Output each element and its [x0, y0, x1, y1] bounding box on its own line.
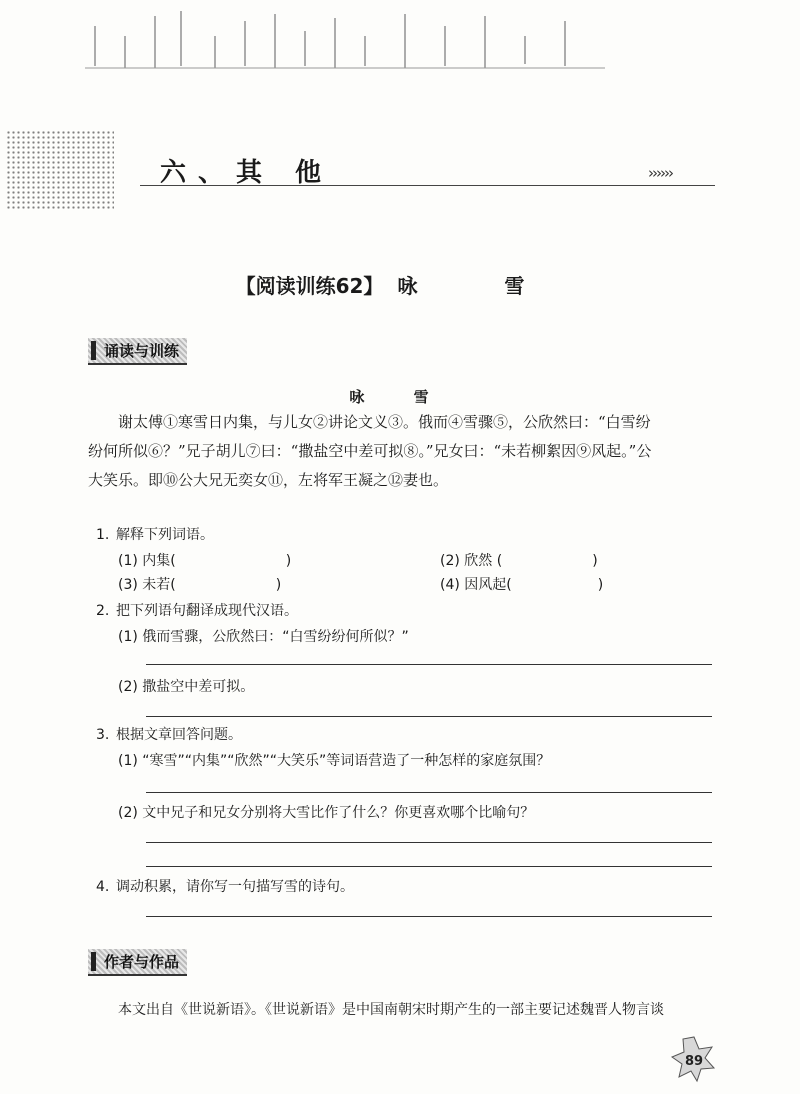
question-1 — [96, 524, 214, 544]
question-number: 2. — [96, 603, 110, 619]
question-number: 3. — [96, 727, 110, 743]
q2-part-2: (2) 撒盐空中差可拟。 — [118, 679, 255, 695]
q3-part-2: (2) 文中兄子和兄女分别将大雪比作了什么？你更喜欢哪个比喻句？ — [118, 805, 535, 821]
question-4 — [96, 876, 354, 896]
q1-item-3: (3) 未若( ) — [118, 577, 282, 593]
passage-line-1: 谢太傅①寒雪日内集，与儿女②讲论文义③。俄而④雪骤⑤，公欣然曰：“白雪纷 — [118, 413, 651, 431]
passage-line-3: 大笑乐。即⑩公大兄无奕女⑪，左将军王凝之⑫妻也。 — [88, 471, 449, 489]
author-intro-text: 本文出自《世说新语》。《世说新语》是中国南朝宋时期产生的一部主要记述魏晋人物言谈 — [118, 1002, 664, 1018]
answer-line[interactable] — [146, 842, 712, 843]
lesson-name: 咏 雪 — [397, 274, 565, 298]
answer-line[interactable] — [146, 916, 712, 917]
header-rule — [140, 185, 715, 186]
chevrons-decoration-icon: ›››››› — [648, 164, 672, 182]
passage-line-2: 纷何所似⑥？”兄子胡儿⑦曰：“撒盐空中差可拟⑧。”兄女曰：“未若柳絮因⑨风起。”公 — [88, 442, 652, 460]
dotted-texture-block — [6, 130, 114, 210]
answer-line[interactable] — [146, 866, 712, 867]
poem-title: 咏 雪 — [349, 388, 451, 406]
question-text: 根据文章回答问题。 — [116, 727, 242, 743]
question-number: 4. — [96, 879, 110, 895]
q3-part-1: (1) “寒雪”“内集”“欣然”“大笑乐”等词语营造了一种怎样的家庭氛围？ — [118, 753, 551, 769]
question-2 — [96, 600, 298, 620]
section-title: 六、其 他 — [160, 158, 334, 188]
answer-line[interactable] — [146, 792, 712, 793]
tag-author-works: 作者与作品 — [88, 949, 187, 976]
tag-reading-training: 诵读与训练 — [88, 338, 187, 365]
answer-line[interactable] — [146, 716, 712, 717]
question-text: 解释下列词语。 — [116, 527, 214, 543]
q1-item-4: (4) 因风起( ) — [440, 577, 604, 593]
q1-item-2: (2) 欣然 ( ) — [440, 553, 598, 569]
poem-passage — [88, 408, 716, 495]
question-text: 把下列语句翻译成现代汉语。 — [116, 603, 298, 619]
lesson-title — [0, 270, 800, 299]
lesson-label: 【阅读训练62】 — [235, 274, 384, 298]
q2-part-1: (1) 俄而雪骤，公欣然曰：“白雪纷纷何所似？” — [118, 629, 409, 645]
page-number-badge — [670, 1035, 718, 1083]
question-number: 1. — [96, 527, 110, 543]
page-number: 89 — [684, 1054, 704, 1069]
question-3 — [96, 724, 242, 744]
question-text: 调动积累，请你写一句描写雪的诗句。 — [116, 879, 354, 895]
answer-line[interactable] — [146, 664, 712, 665]
top-decorative-strip — [85, 6, 605, 76]
q1-item-1: (1) 内集( ) — [118, 553, 292, 569]
